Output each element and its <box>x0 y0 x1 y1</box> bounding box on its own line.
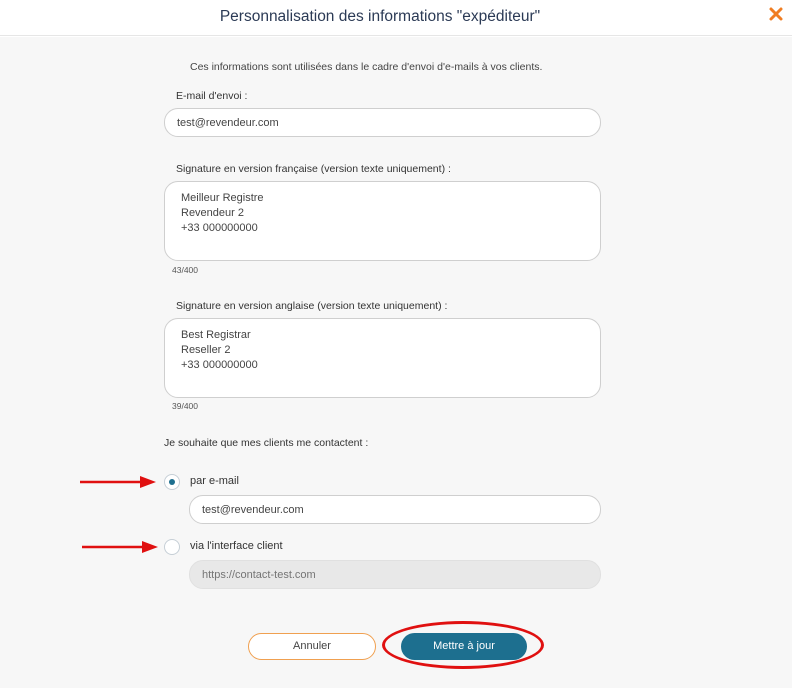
dialog-header <box>0 0 792 36</box>
update-button[interactable]: Mettre à jour <box>401 633 527 660</box>
signature-en-textarea[interactable] <box>164 318 601 398</box>
radio-contact-interface[interactable] <box>164 539 180 555</box>
signature-en-counter: 39/400 <box>172 401 198 411</box>
radio-contact-interface-label: via l'interface client <box>190 540 283 552</box>
cancel-button[interactable]: Annuler <box>248 633 376 660</box>
radio-contact-email-label: par e-mail <box>190 475 239 487</box>
intro-text: Ces informations sont utilisées dans le cadre d'envoi d'e-mails à vos clients. <box>190 61 543 73</box>
signature-en-label: Signature en version anglaise (version texte uniquement) : <box>176 300 448 312</box>
annotation-arrow-icon <box>80 475 156 489</box>
contact-interface-url-input[interactable] <box>189 560 601 589</box>
signature-fr-textarea[interactable] <box>164 181 601 261</box>
contact-email-input[interactable] <box>189 495 601 524</box>
close-icon[interactable] <box>768 6 784 22</box>
sender-email-label: E-mail d'envoi : <box>176 90 248 102</box>
annotation-arrow-icon <box>82 540 158 554</box>
dialog-title: Personnalisation des informations "expéditeur" <box>219 8 541 25</box>
contact-label: Je souhaite que mes clients me contactent : <box>164 437 369 449</box>
signature-fr-counter: 43/400 <box>172 265 198 275</box>
radio-contact-email[interactable] <box>164 474 180 490</box>
signature-fr-label: Signature en version française (version texte uniquement) : <box>176 163 451 175</box>
sender-email-input[interactable] <box>164 108 601 137</box>
dialog-body <box>0 37 792 688</box>
